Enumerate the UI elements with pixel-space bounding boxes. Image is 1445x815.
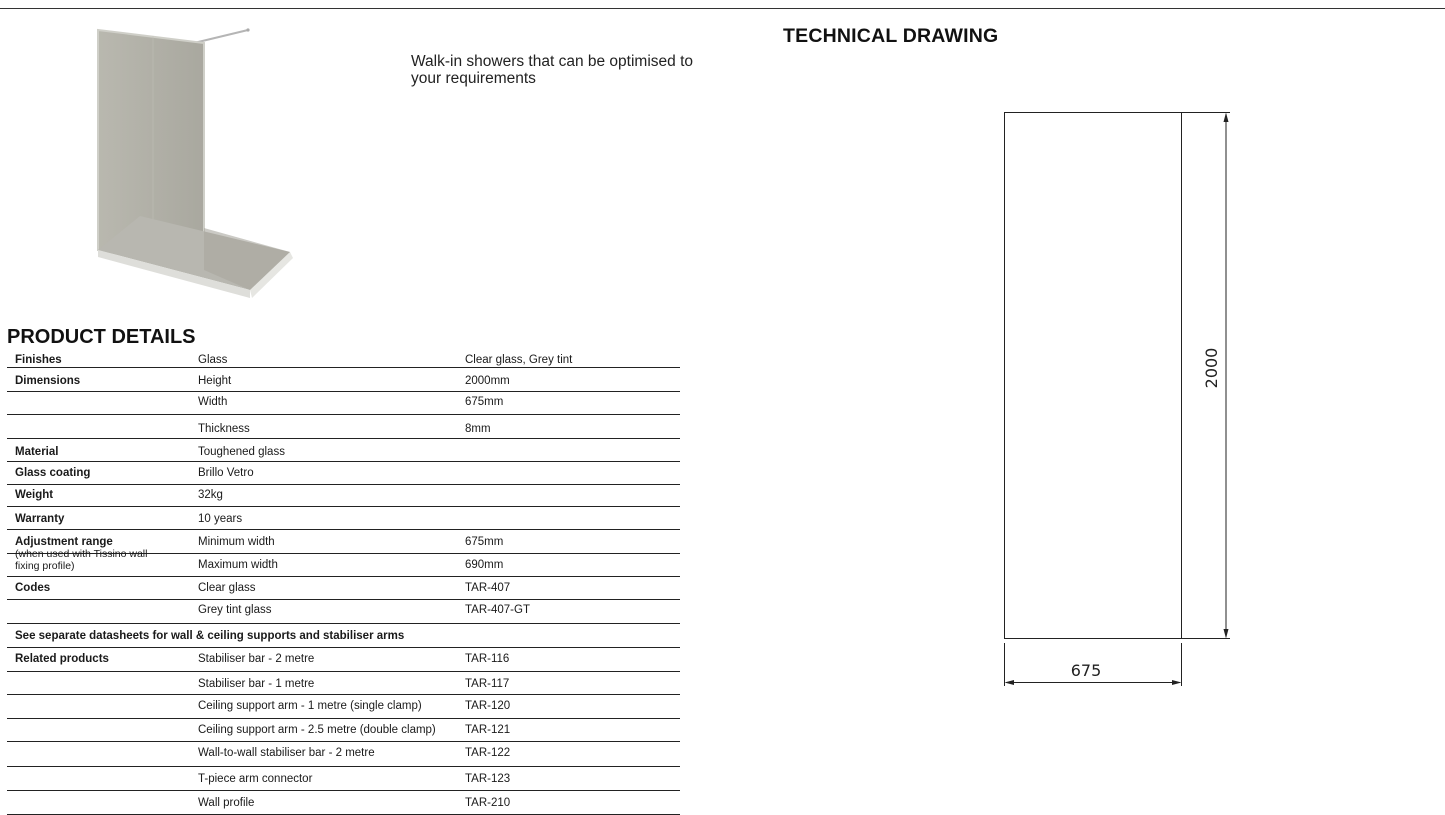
details-item: T-piece arm connector — [198, 773, 313, 785]
details-item: Minimum width — [198, 536, 275, 548]
details-value: 8mm — [465, 423, 491, 435]
details-value: TAR-120 — [465, 700, 511, 712]
details-row — [7, 624, 680, 648]
details-label — [15, 513, 64, 525]
product-details-heading: PRODUCT DETAILS — [7, 326, 196, 348]
details-value: TAR-407 — [465, 582, 511, 594]
details-row — [7, 439, 680, 462]
details-row — [7, 392, 680, 415]
width-arrow-right — [1172, 680, 1182, 685]
details-item: Width — [198, 396, 228, 408]
details-item: Height — [198, 375, 232, 387]
details-label — [15, 467, 90, 479]
details-item: Maximum width — [198, 559, 278, 571]
shower-panel-image — [80, 20, 310, 310]
details-value: TAR-121 — [465, 724, 511, 736]
details-note: See separate datasheets for wall & ceiling supports and stabiliser arms — [15, 630, 405, 642]
details-value: TAR-116 — [465, 653, 510, 665]
height-arrow-bottom — [1224, 629, 1229, 639]
details-item: 32kg — [198, 489, 223, 501]
details-row — [7, 695, 680, 719]
details-row — [7, 368, 680, 392]
details-label-text: Finishes — [15, 354, 62, 366]
details-item: Ceiling support arm - 1 metre (single clamp) — [198, 700, 422, 712]
details-label-text: Weight — [15, 489, 54, 501]
details-item: Toughened glass — [198, 446, 285, 458]
details-item: Wall-to-wall stabiliser bar - 2 metre — [198, 747, 375, 759]
details-item: Grey tint glass — [198, 604, 272, 616]
details-row — [7, 767, 680, 791]
height-arrow-top — [1224, 113, 1229, 123]
details-row — [7, 351, 680, 368]
details-label-text: Adjustment range — [15, 536, 113, 548]
panel-outline — [1005, 113, 1182, 639]
width-label: 675 — [1070, 661, 1102, 680]
technical-drawing-heading: TECHNICAL DRAWING — [783, 25, 999, 47]
details-row — [7, 648, 680, 672]
details-item: Thickness — [198, 423, 250, 435]
details-label — [15, 446, 58, 458]
details-label — [15, 354, 62, 366]
product-details-table — [7, 351, 680, 815]
details-row — [7, 485, 680, 507]
details-row — [7, 672, 680, 695]
technical-drawing — [990, 100, 1250, 700]
details-label — [15, 375, 80, 387]
details-label-subtext: (when used with Tissino wall fixing profile) — [15, 548, 148, 572]
details-row — [7, 507, 680, 530]
details-value: TAR-117 — [465, 678, 510, 690]
details-item: Clear glass — [198, 582, 256, 594]
width-arrow-left — [1005, 680, 1015, 685]
details-label-text: Related products — [15, 653, 109, 665]
top-rule — [0, 8, 1445, 9]
details-row — [7, 719, 680, 742]
details-label — [15, 489, 53, 501]
tagline: Walk-in showers that can be optimised to your requirements — [411, 53, 693, 87]
details-label — [15, 653, 109, 665]
details-item: Stabiliser bar - 2 metre — [198, 653, 315, 665]
details-label-text: Glass coating — [15, 467, 91, 479]
details-label — [15, 582, 50, 594]
details-value: TAR-210 — [465, 797, 511, 809]
details-value: TAR-123 — [465, 773, 511, 785]
details-item: 10 years — [198, 513, 243, 525]
details-label-text: Codes — [15, 582, 51, 594]
details-item: Glass — [198, 354, 228, 366]
details-row — [7, 415, 680, 439]
details-label — [15, 536, 155, 572]
details-item: Brillo Vetro — [198, 467, 254, 479]
details-value: Clear glass, Grey tint — [465, 354, 573, 366]
details-item: Wall profile — [198, 797, 255, 809]
details-item: Stabiliser bar - 1 metre — [198, 678, 315, 690]
details-label-text: Warranty — [15, 513, 65, 525]
details-value: 675mm — [465, 536, 504, 548]
details-value: 690mm — [465, 559, 504, 571]
details-row — [7, 791, 680, 815]
details-row — [7, 600, 680, 624]
details-value: TAR-122 — [465, 747, 511, 759]
details-label-text: Dimensions — [15, 375, 81, 387]
details-item: Ceiling support arm - 2.5 metre (double clamp) — [198, 724, 436, 736]
details-value: TAR-407-GT — [465, 604, 530, 616]
details-value: 2000mm — [465, 375, 510, 387]
details-value: 675mm — [465, 396, 504, 408]
details-label-text: Material — [15, 446, 59, 458]
details-row — [7, 742, 680, 767]
details-row — [7, 462, 680, 485]
height-label: 2000 — [1202, 347, 1221, 389]
details-row — [7, 577, 680, 600]
